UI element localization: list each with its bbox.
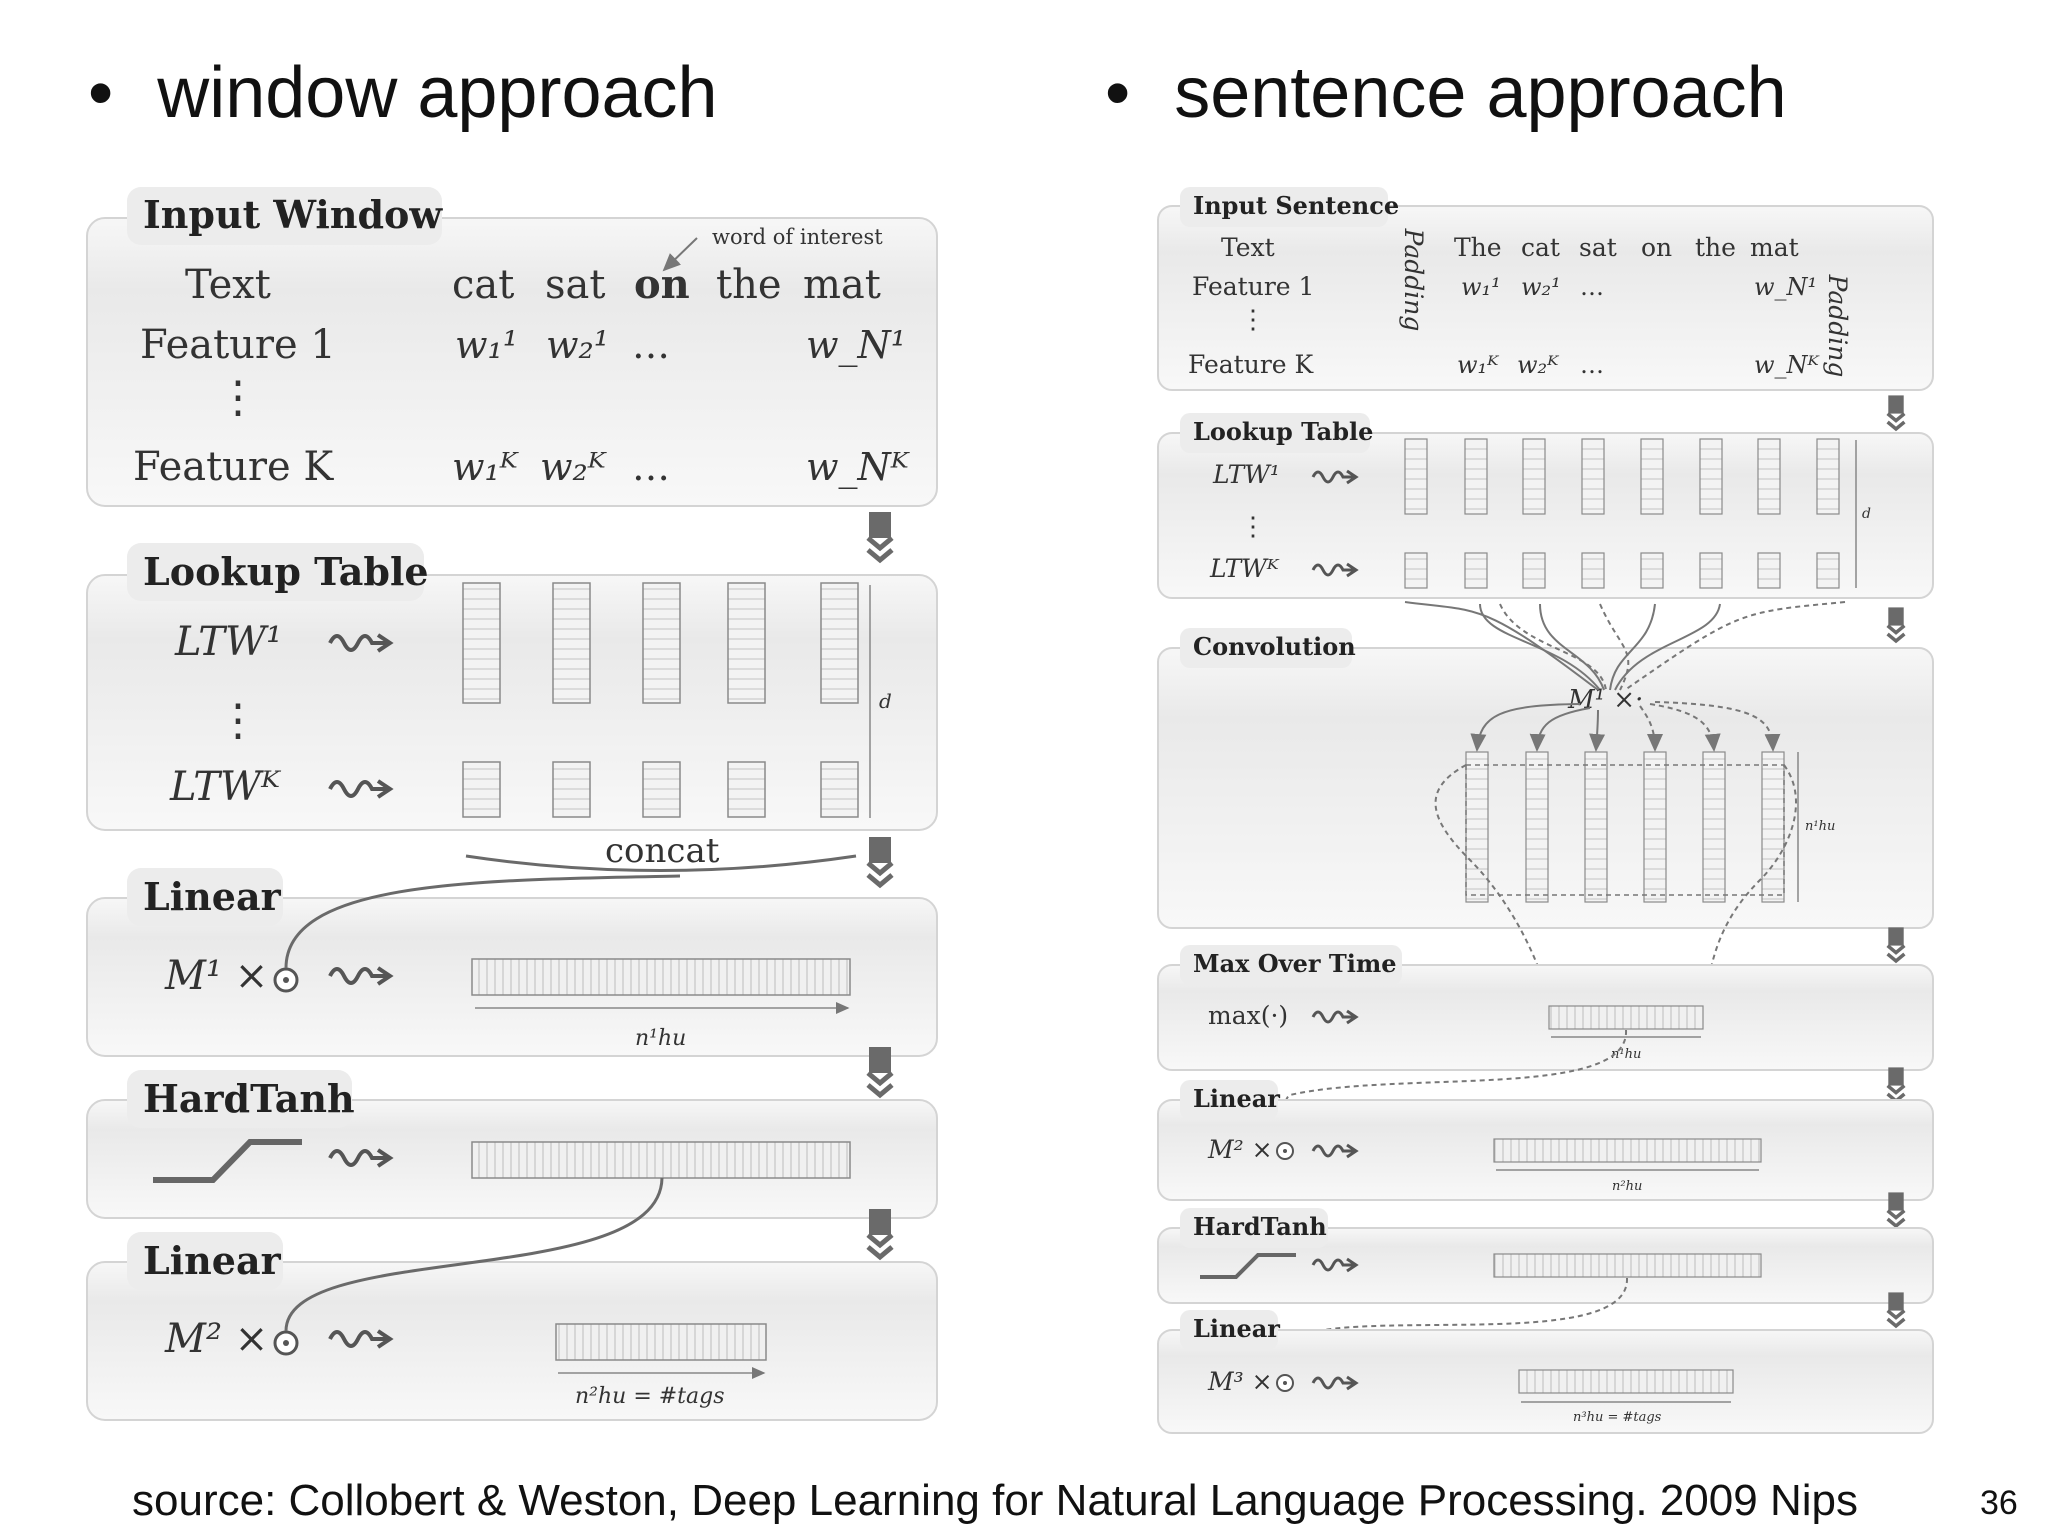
row-label-feature1: Feature 1: [140, 322, 336, 368]
flow-arrow-icon: [1888, 1192, 1905, 1226]
featurek-ellipsis: …: [632, 445, 670, 489]
input-window-panel: [87, 187, 937, 506]
embedding-column-small: [643, 762, 680, 817]
flow-arrow-icon: [868, 512, 892, 560]
word-the: the: [716, 262, 782, 308]
featurek-wn: w_Nᴷ: [1754, 351, 1819, 379]
feature1-w1: w₁¹: [455, 323, 518, 367]
lt-vdots: ⋮: [216, 695, 260, 746]
lt-w1-label: LTW¹: [1213, 460, 1280, 489]
embedding-column: [463, 583, 500, 703]
feature1-w1: w₁¹: [1461, 273, 1501, 301]
panel-title: Input Window: [143, 192, 443, 237]
nhu1-conv-label: n¹hu: [1805, 819, 1836, 834]
linear-1-panel: [1158, 1080, 1933, 1200]
row-label-vdots: ⋮: [216, 372, 260, 423]
panel-title: Max Over Time: [1193, 949, 1397, 978]
feature1-w2: w₂¹: [1521, 273, 1561, 301]
word-sat: sat: [1579, 233, 1617, 262]
flow-arrow-icon: [1888, 1067, 1905, 1101]
max-vector: [1549, 1006, 1703, 1029]
panel-title: Input Sentence: [1193, 191, 1400, 220]
hidden-vector: [1494, 1139, 1761, 1162]
embedding-column: [728, 583, 765, 703]
word-the-cap: The: [1454, 233, 1502, 262]
featurek-w2: w₂ᴷ: [1517, 351, 1559, 379]
feature1-wn: w_N¹: [806, 323, 907, 367]
word-cat: cat: [1521, 233, 1560, 262]
word-mat: mat: [803, 262, 881, 308]
row-label-text: Text: [1221, 233, 1275, 262]
source-citation: source: Collobert & Weston, Deep Learning for Natural Language Processing. 2009 Nips: [132, 1476, 1858, 1525]
word-sat: sat: [545, 262, 606, 308]
panel-title: Lookup Table: [1193, 417, 1374, 446]
d-label: d: [1862, 506, 1871, 522]
word-cat: cat: [452, 262, 515, 308]
sentence-approach-diagram: [1158, 187, 1933, 1433]
flow-arrow-icon: [1888, 607, 1905, 641]
embedding-column: [643, 583, 680, 703]
featurek-wn: w_Nᴷ: [806, 445, 909, 489]
linear-1-panel: [87, 868, 937, 1056]
hardtanh-panel: [87, 1070, 937, 1218]
panel-title: Convolution: [1193, 632, 1356, 661]
flow-arrow-icon: [1888, 1292, 1905, 1326]
word-on: on: [634, 261, 690, 308]
embedding-column: [821, 583, 858, 703]
flow-arrow-icon: [868, 1209, 892, 1257]
embedding-column-small: [463, 762, 500, 817]
panel-title: HardTanh: [143, 1076, 355, 1121]
flow-arrow-icon: [1888, 927, 1905, 961]
page-number: 36: [1980, 1484, 2018, 1522]
d-label: d: [879, 689, 892, 713]
lt-w1-label: LTW¹: [175, 619, 283, 665]
featurek-w1: w₁ᴷ: [1457, 351, 1499, 379]
embedding-column-small: [553, 762, 590, 817]
window-approach-diagram: [87, 187, 937, 1420]
max-label: max(·): [1208, 1001, 1289, 1030]
word-on: on: [1641, 233, 1673, 262]
hardtanh-panel: [1158, 1208, 1933, 1303]
embedding-column: [553, 583, 590, 703]
flow-arrow-icon: [1888, 395, 1905, 429]
word-mat: mat: [1750, 233, 1799, 262]
lookup-table-panel: [87, 543, 937, 830]
input-sentence-panel: [1158, 187, 1933, 390]
row-label-featurek: Feature K: [1188, 350, 1314, 379]
row-label-feature1: Feature 1: [1192, 272, 1315, 301]
bullet-dot: •: [1105, 53, 1131, 133]
panel-title: Linear: [143, 1238, 281, 1283]
embedding-column-small: [728, 762, 765, 817]
hidden-vector: [1494, 1254, 1761, 1277]
m1-label: M¹ ×·: [1568, 685, 1644, 715]
m2-label: M² ×: [1208, 1135, 1273, 1164]
padding-right-label: Padding: [1823, 274, 1852, 378]
lt-wk-label: LTWᴷ: [170, 764, 280, 810]
output-vector: [556, 1324, 766, 1360]
nhu1-max-label: n¹hu: [1611, 1047, 1642, 1062]
lt-wk-label: LTWᴷ: [1210, 554, 1279, 583]
max-over-time-panel: [1158, 945, 1933, 1070]
m3-label: M³ ×: [1208, 1367, 1273, 1396]
panel-title: HardTanh: [1193, 1212, 1327, 1241]
feature1-ellipsis: …: [632, 323, 670, 367]
convolution-panel: [1158, 602, 1933, 1005]
output-vector: [1519, 1370, 1733, 1393]
feature1-wn: w_N¹: [1754, 273, 1818, 301]
featurek-w2: w₂ᴷ: [540, 445, 606, 489]
nhu1-label: n¹hu: [635, 1026, 687, 1051]
bullet-window-label: window approach: [157, 53, 718, 133]
row-label-featurek: Feature K: [133, 444, 334, 490]
m1-label: M¹ ×: [165, 953, 269, 999]
embedding-column-small: [821, 762, 858, 817]
row-label-vdots: ⋮: [1240, 305, 1266, 335]
word-the: the: [1695, 233, 1736, 262]
hidden-vector: [472, 959, 850, 995]
nhu2-label: n²hu = #tags: [575, 1384, 725, 1409]
flow-arrow-icon: [868, 837, 892, 885]
concat-label: concat: [605, 831, 720, 871]
nhu2-label: n²hu: [1612, 1179, 1643, 1194]
bullet-sentence-label: sentence approach: [1174, 53, 1787, 133]
flow-arrow-icon: [868, 1047, 892, 1095]
bullet-dot: •: [88, 53, 114, 133]
row-label-text: Text: [185, 262, 271, 308]
linear-2-panel: [87, 1232, 937, 1420]
hidden-vector: [472, 1142, 850, 1178]
lookup-table-panel: [1158, 413, 1933, 598]
linear-2-panel: [1158, 1310, 1933, 1433]
word-of-interest-label: word of interest: [712, 225, 883, 249]
panel-title: Lookup Table: [143, 549, 429, 594]
panel-title: Linear: [1193, 1084, 1280, 1113]
lt-vdots: ⋮: [1240, 512, 1266, 542]
feature1-ellipsis: …: [1580, 273, 1604, 301]
nhu3-label: n³hu = #tags: [1573, 1410, 1662, 1425]
panel-title: Linear: [143, 874, 281, 919]
featurek-w1: w₁ᴷ: [452, 445, 518, 489]
padding-left-label: Padding: [1399, 228, 1428, 332]
featurek-ellipsis: …: [1580, 351, 1604, 379]
panel-title: Linear: [1193, 1314, 1280, 1343]
m2-label: M² ×: [165, 1316, 269, 1362]
feature1-w2: w₂¹: [546, 323, 609, 367]
